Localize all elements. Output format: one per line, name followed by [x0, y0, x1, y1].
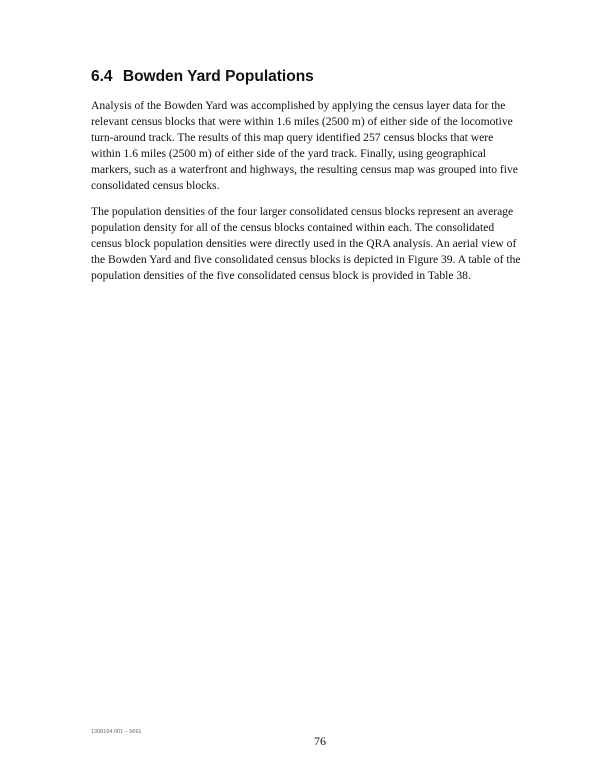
footer-document-id: 1308194.001 – 5691	[91, 729, 142, 735]
section-heading	[91, 66, 314, 88]
section-title: Bowden Yard Populations	[122, 68, 314, 85]
body-paragraph-2: The population densities of the four larger consolidated census blocks represent an average population density for all of the census blocks contained within each. The consolidated census block population densities were directly used in the QRA analysis. An aerial view of the Bowden Yard and five consolidated census blocks is depicted in Figure 39. A table of the population densities of the five consolidated census block is provided in Table 38.	[91, 205, 521, 282]
page-number: 76	[314, 734, 326, 748]
section-number: 6.4	[91, 68, 113, 85]
body-paragraph-1: Analysis of the Bowden Yard was accomplished by applying the census layer data for the relevant census blocks that were within 1.6 miles (2500 m) of either side of the locomotive turn-around track. The results of this map query identified 257 census blocks that were within 1.6 miles (2500 m) of either side of the yard track. Finally, using geographical markers, such as a waterfront and highways, the resulting census map was grouped into five consolidated census blocks.	[91, 99, 518, 192]
